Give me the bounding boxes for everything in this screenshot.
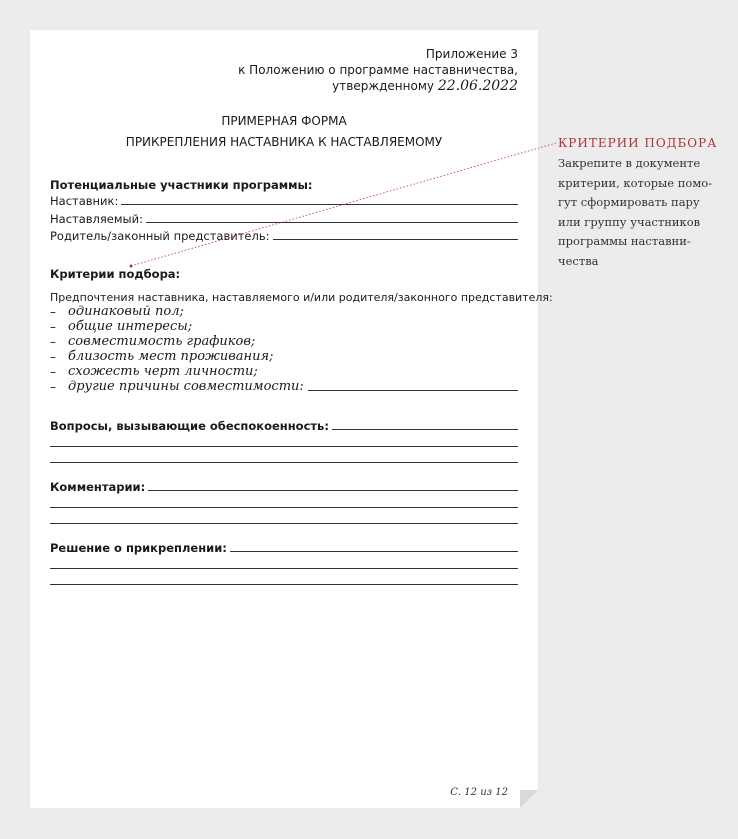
sidenote-line: программы наставни- bbox=[558, 234, 691, 248]
criteria-intro: Предпочтения наставника, наставляемого и/или родителя/законного представителя: bbox=[50, 291, 553, 304]
bullet-dash: – bbox=[50, 305, 56, 319]
bullet-dash: – bbox=[50, 365, 56, 379]
appendix-line3-prefix: утвержденному bbox=[332, 79, 434, 93]
concerns-label: Вопросы, вызывающие обеспокоенность: bbox=[50, 419, 329, 433]
connector-line bbox=[131, 143, 556, 266]
page-number: С. 12 из 12 bbox=[450, 787, 508, 798]
bullet-dash: – bbox=[50, 350, 56, 364]
criteria-item-text: близость мест проживания; bbox=[68, 349, 274, 364]
connector-dot bbox=[130, 265, 133, 268]
sidenote-line: Закрепите в документе bbox=[558, 156, 701, 170]
sidenote-line: или группу участников bbox=[558, 214, 701, 229]
bullet-dash: – bbox=[50, 335, 56, 349]
appendix-line1: Приложение 3 bbox=[425, 47, 518, 61]
criteria-item-text: совместимость графиков; bbox=[68, 334, 256, 349]
form-title-line2: ПРИКРЕПЛЕНИЯ НАСТАВНИКА К НАСТАВЛЯЕМОМУ bbox=[125, 135, 443, 149]
criteria-heading: Критерии подбора: bbox=[50, 267, 181, 281]
mentee-label: Наставляемый: bbox=[50, 212, 143, 226]
criteria-item-text: одинаковый пол; bbox=[68, 304, 184, 319]
sidenote-line: гут сформировать пару bbox=[558, 195, 700, 209]
parent-label: Родитель/законный представитель: bbox=[50, 229, 270, 243]
appendix-date: 22.06.2022 bbox=[437, 78, 518, 94]
form-title-line1: ПРИМЕРНАЯ ФОРМА bbox=[221, 114, 347, 128]
participants-heading: Потенциальные участники программы: bbox=[50, 178, 313, 192]
criteria-item-text: общие интересы; bbox=[68, 319, 193, 334]
criteria-item-text: другие причины совместимости: bbox=[68, 379, 304, 394]
sidenote-title: КРИТЕРИИ ПОДБОРА bbox=[558, 136, 718, 150]
comments-label: Комментарии: bbox=[50, 480, 146, 494]
appendix-line2: к Положению о программе наставничества, bbox=[238, 63, 518, 77]
bullet-dash: – bbox=[50, 320, 56, 334]
sidenote-body bbox=[558, 154, 723, 271]
mentor-label: Наставник: bbox=[50, 194, 119, 208]
criteria-item-text: схожесть черт личности; bbox=[68, 364, 258, 379]
sidenote-line: чества bbox=[558, 253, 599, 268]
sidenote bbox=[558, 134, 723, 271]
bullet-dash: – bbox=[50, 380, 56, 394]
decision-label: Решение о прикреплении: bbox=[50, 541, 227, 555]
sidenote-line: критерии, которые помо- bbox=[558, 175, 713, 190]
